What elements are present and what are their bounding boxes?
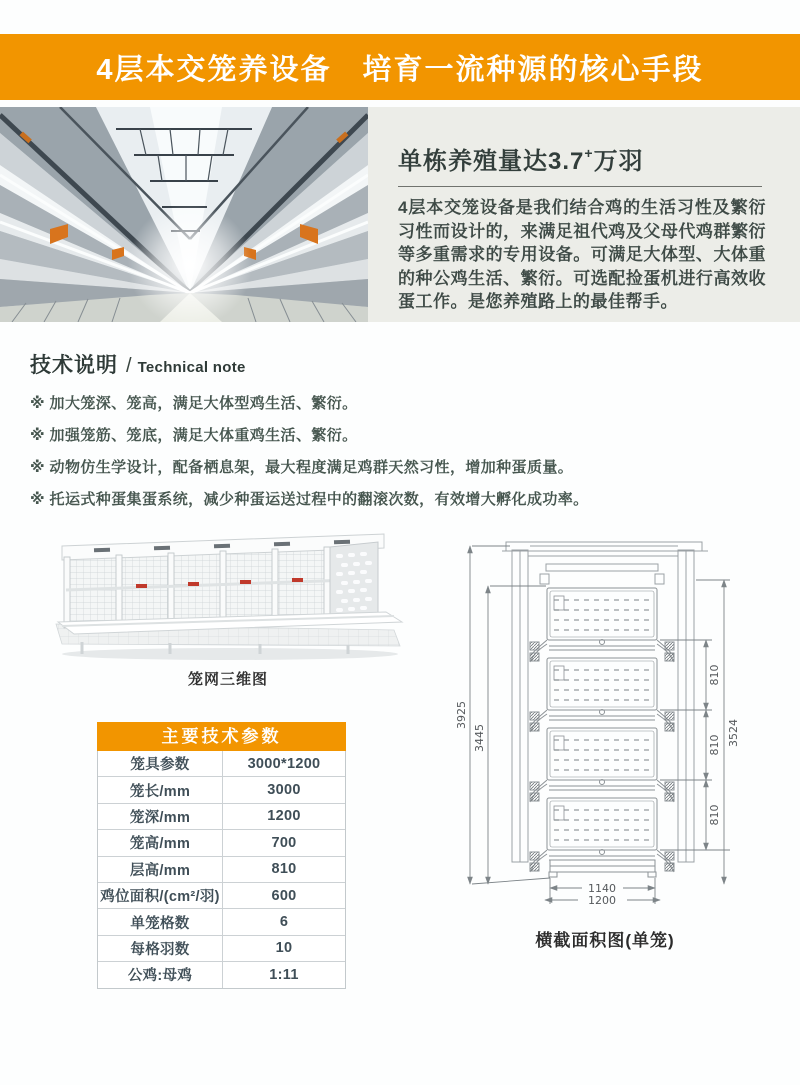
technical-note-item: ※ 加强笼筋、笼底，满足大体重鸡生活、繁衍。	[30, 427, 358, 444]
spec-row-label: 每格羽数	[98, 936, 223, 961]
facility-photo-illustration	[0, 107, 368, 322]
intro-heading	[398, 145, 644, 175]
spec-row-value: 3000	[267, 782, 301, 799]
cross-section-figure	[450, 538, 800, 912]
cage-3d-figure	[48, 524, 408, 689]
table-row	[98, 909, 345, 935]
table-row	[98, 777, 345, 803]
spec-row-label: 笼高/mm	[98, 830, 223, 855]
spec-row-value: 1200	[267, 808, 301, 825]
table-row	[98, 830, 345, 856]
technical-note-item: ※ 加大笼深、笼高，满足大体型鸡生活、繁衍。	[30, 395, 358, 412]
dim-layer-pitch-1: 810	[708, 664, 721, 686]
dim-depth-inner: 1140	[588, 882, 616, 895]
dim-right-height: 3524	[727, 719, 740, 747]
spec-row-label: 笼长/mm	[98, 777, 223, 802]
intro-heading-tail: 万羽	[593, 148, 644, 175]
cage-3d-caption: 笼网三维图	[187, 671, 268, 688]
dim-layer-pitch-2: 810	[708, 734, 721, 756]
dim-overall-height: 3925	[455, 701, 468, 729]
intro-paragraph: 4层本交笼设备是我们结合鸡的生活习性及繁衍习性而设计的，来满足祖代鸡及父母代鸡群繁衍等多重需求的专用设备。可满足大体型、大体重的种公鸡生活、繁衍。可选配捡蛋机进行高效收蛋工作。是您养殖路上的最佳帮手。	[398, 198, 766, 311]
header-band	[0, 34, 800, 100]
spec-table-header: 主要技术参数	[97, 722, 346, 751]
table-row	[98, 751, 345, 777]
table-row	[98, 962, 345, 987]
spec-row-value: 600	[271, 887, 297, 904]
table-row	[98, 857, 345, 883]
intro-heading-underline	[398, 141, 762, 187]
spec-row-label: 公鸡:母鸡	[98, 962, 223, 987]
cross-section-drawing	[450, 538, 800, 912]
page-title: 4层本交笼养设备 培育一流种源的核心手段	[96, 53, 704, 86]
spec-table	[97, 722, 346, 989]
technical-note-item: ※ 托运式种蛋集蛋系统，减少种蛋运送过程中的翻滚次数，有效增大孵化成功率。	[30, 491, 589, 508]
dim-depth-outer: 1200	[588, 894, 616, 907]
spec-row-value: 810	[271, 861, 297, 878]
technical-note-list	[30, 392, 775, 509]
spec-row-value: 6	[279, 914, 289, 931]
spec-row-label: 笼具参数	[98, 751, 223, 776]
spec-row-label: 笼深/mm	[98, 804, 223, 829]
spec-row-label: 鸡位面积/(cm²/羽)	[98, 883, 223, 908]
spec-row-value: 10	[275, 940, 293, 957]
table-row	[98, 936, 345, 962]
intro-heading-main: 单栋养殖量达3.7	[398, 148, 585, 175]
cage-3d-illustration	[48, 524, 408, 664]
technical-note-title	[30, 349, 775, 379]
spec-table-body	[97, 751, 346, 989]
dim-inner-height: 3445	[473, 724, 486, 752]
technical-note-slash: /	[126, 355, 132, 377]
facility-photo	[0, 107, 368, 322]
technical-note-title-en: Technical note	[137, 359, 246, 376]
technical-note-item: ※ 动物仿生学设计，配备栖息架，最大程度满足鸡群天然习性，增加种蛋质量。	[30, 459, 574, 476]
technical-note-title-cn: 技术说明	[30, 354, 118, 377]
dim-layer-pitch-3: 810	[708, 804, 721, 826]
spec-row-value: 1:11	[269, 966, 299, 983]
spec-row-value: 3000*1200	[247, 755, 321, 772]
spec-row-label: 层高/mm	[98, 857, 223, 882]
spec-row-label: 单笼格数	[98, 909, 223, 934]
technical-note-section	[30, 349, 775, 520]
spec-row-value: 700	[271, 834, 297, 851]
cross-section-caption: 横截面积图(单笼)	[535, 931, 675, 950]
table-row	[98, 883, 345, 909]
intro-panel	[368, 107, 800, 322]
intro-heading-sup: +	[584, 145, 594, 161]
table-row	[98, 804, 345, 830]
